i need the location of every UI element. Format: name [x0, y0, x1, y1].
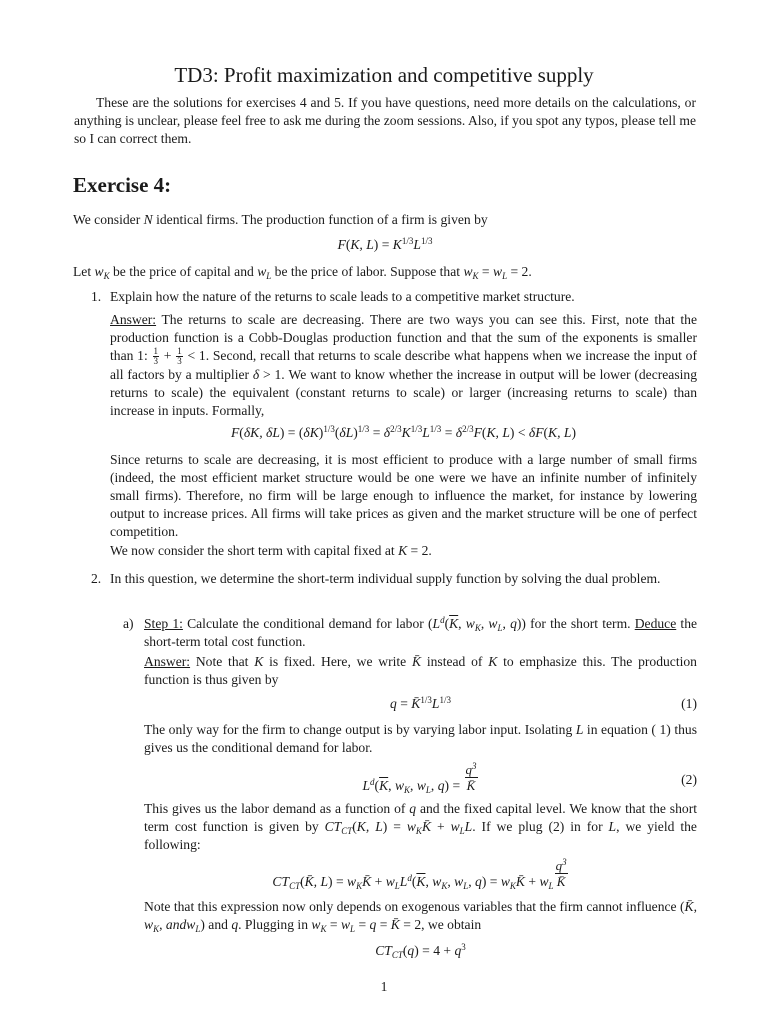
q2a-answer-4: Note that this expression now only depends on exogenous variables that the firm cannot influence (K̄, $w_K$, andw$_L$) and q. Plugging in $w_K = w_L = q$ = K̄ = 2, we obtain [144, 899, 697, 934]
q2a-label: a) [123, 616, 134, 631]
setup-line2: Let $w_K$ be the price of capital and $w_L$ be the price of labor. Suppose that $w_K = w_L = 2$. [73, 264, 532, 281]
q1-text: Explain how the nature of the returns to scale leads to a competitive market structure. [110, 289, 575, 304]
q2-number: 2. [91, 571, 102, 586]
eq1-number: (1) [681, 696, 697, 711]
setup-line1: We consider N identical firms. The production function of a firm is given by [73, 212, 488, 227]
intro-paragraph: These are the solutions for exercises 4 and 5. If you have questions, need more details on the calculations, or anything is unclear, please feel free to ask me during the zoom sessions. Also, if you spot any typos, please tell me so I can correct them. [74, 95, 696, 146]
setup-equation: F(K, $L) = K^{1/3}L^{1/3}$ [337, 236, 433, 252]
page-title: TD3: Profit maximization and competitive supply [174, 63, 594, 87]
exercise-heading: Exercise 4: [73, 173, 172, 197]
q2a-text: Step 1: Calculate the conditional demand for labor ($L^d(\overline{K}$, $w_K$, $w_L$, q)) for the short term. Deduce the short-term total cost function. [144, 615, 698, 649]
q2a-answer-2: The only way for the firm to change output is by varying labor input. Isolating L in equation ( 1) thus gives us the conditional demand for labor. [144, 722, 698, 755]
q2a-answer-3: This gives us the labor demand as a function of q and the fixed capital level. We know that the short term cost function is given by $CT_{CT}(K$, $L) = w_KK̄ + w_LL$. If we plug (2) in for L, we yield the following: [144, 801, 697, 852]
page-number: 1 [380, 979, 388, 994]
q2a-equation-4: $CT_{CT}(q) = 4 + q^3$ [375, 942, 466, 960]
q2a-equation-3: $CT_{CT}(K̄$, $L) = w_KK̄ + w_LL^d(\overline{K}$, $w_K$, $w_L$, $q) = w_KK̄ + w_L$ $\frac{q^3}{K̄}$ [272, 857, 567, 891]
q1-answer-p2: Since returns to scale are decreasing, it is most efficient to produce with a large number of small firms (indeed, the most efficient market structure would be one were we have an infinite number of infinitely small firms). Therefore, no firm will be large enough to influence the market, for instance by lowering output to increase prices. All firms will take prices as given and the market structure will be one of perfect competition. [110, 452, 697, 539]
q1-number: 1. [91, 289, 102, 304]
q1-answer-p1: Answer: The returns to scale are decreasing. There are two ways you can see this. First, note that the production function is a Cobb-Douglas production function and that the sum of the exponents is smaller than 1: $\frac{1}{3}$ + $\frac{1}{3}$ < 1. Second, recall that returns to scale describe what happens when we increase the input of all factors by a multiplier δ > 1. We want to know whether the increase in output will be lower (decreasing returns to scale) the equivalent (constant returns to scale) or larger (increasing returns to scale) than increase in inputs. Formally, [110, 312, 697, 419]
q2a-equation-2: $L^d(\overline{K}$, $w_K$, $w_L$, q) = $\frac{q^3}{K̄}$ (2) [362, 761, 697, 795]
q2-text: In this question, we determine the short-term individual supply function by solving the dual problem. [110, 571, 661, 586]
q1-equation: F(δK, $\delta L) = (\delta K)^{1/3}(\delta L)^{1/3} = \delta^{2/3}K^{1/3}L^{1/3} = \delta^{2/3}F(K$, L) < δF(K, L) [230, 424, 577, 440]
eq2-number: (2) [681, 772, 697, 787]
q2a-equation-1: $q = K̄^{1/3}L^{1/3}$ (1) [390, 695, 697, 711]
q2a-answer-1: Answer: Note that K is fixed. Here, we write K̄ instead of K to emphasize this. The production function is thus given by [144, 654, 697, 687]
q1-short-term: We now consider the short term with capital fixed at K = 2. [110, 543, 432, 558]
